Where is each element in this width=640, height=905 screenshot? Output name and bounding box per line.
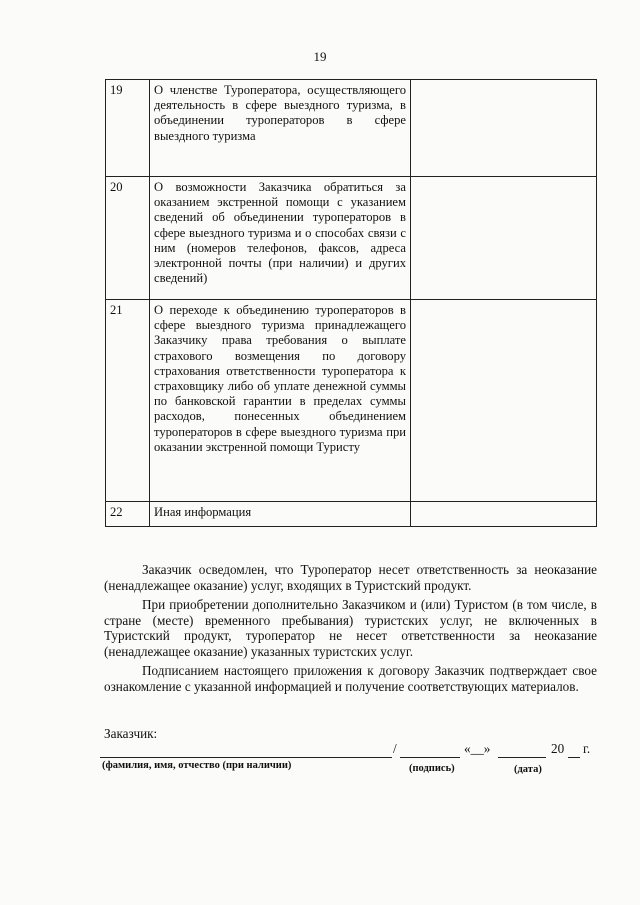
month-line[interactable]: [498, 757, 546, 758]
row-value: [411, 177, 597, 300]
row-value: [411, 80, 597, 177]
table-row: [106, 300, 597, 502]
signature-slash: /: [393, 741, 397, 756]
row-text: О возможности Заказчика обратиться за оказанием экстренной помощи с указанием сведений об объединении туроператоров в сфере выездного туризма и о способах связи с ним (номеров телефонов, факсов, адреса электронной почты (при наличии) и других сведений): [150, 177, 411, 300]
row-number: 21: [106, 300, 150, 502]
day-quote: «__»: [464, 741, 491, 756]
row-number: 20: [106, 177, 150, 300]
customer-label: Заказчик:: [104, 726, 158, 741]
table-row: [106, 177, 597, 300]
row-text: Иная информация: [150, 502, 411, 527]
row-number: 19: [106, 80, 150, 177]
table-row: [106, 80, 597, 177]
row-value: [411, 300, 597, 502]
caption-date: (дата): [514, 764, 542, 775]
name-line[interactable]: [100, 757, 392, 758]
year-line[interactable]: [568, 757, 580, 758]
caption-name: (фамилия, имя, отчество (при наличии): [102, 760, 292, 771]
caption-signature: (подпись): [409, 763, 455, 774]
year-suffix: г.: [583, 741, 591, 756]
info-table: [105, 79, 597, 527]
paragraph-acknowledgement: Подписанием настоящего приложения к договору Заказчик подтверждает свое ознакомление с указанной информацией и получение соответствующих материалов.: [104, 663, 597, 694]
row-number: 22: [106, 502, 150, 527]
row-value: [411, 502, 597, 527]
row-text: О членстве Туроператора, осуществляющего деятельность в сфере выездного туризма, в объединении туроператоров в сфере выездного туризма: [150, 80, 411, 177]
page-number: 19: [313, 49, 327, 64]
year-prefix: 20: [551, 741, 565, 756]
table-row: [106, 502, 597, 527]
paragraph-additional-services: При приобретении дополнительно Заказчиком и (или) Туристом (в том числе, в стране (месте) временного пребывания) туристских услуг, не включенных в Туристский продукт, туроператор не несет ответственности за неоказание (ненадлежащее оказание) указанных туристских услуг.: [104, 597, 597, 659]
signature-line[interactable]: [400, 757, 460, 758]
row-text: О переходе к объединению туроператоров в сфере выездного туризма принадлежащего Заказчику права требования о выплате страхового возмещения по договору страхования ответственности туроператора к страховщику либо об уплате денежной суммы по банковской гарантии в пределах суммы расходов, понесенных объединением туроператоров в сфере выездного туризма при оказании экстренной помощи Туристу: [150, 300, 411, 502]
paragraph-responsibility: Заказчик осведомлен, что Туроператор несет ответственность за неоказание (ненадлежащее оказание) услуг, входящих в Туристский продукт.: [104, 562, 597, 593]
